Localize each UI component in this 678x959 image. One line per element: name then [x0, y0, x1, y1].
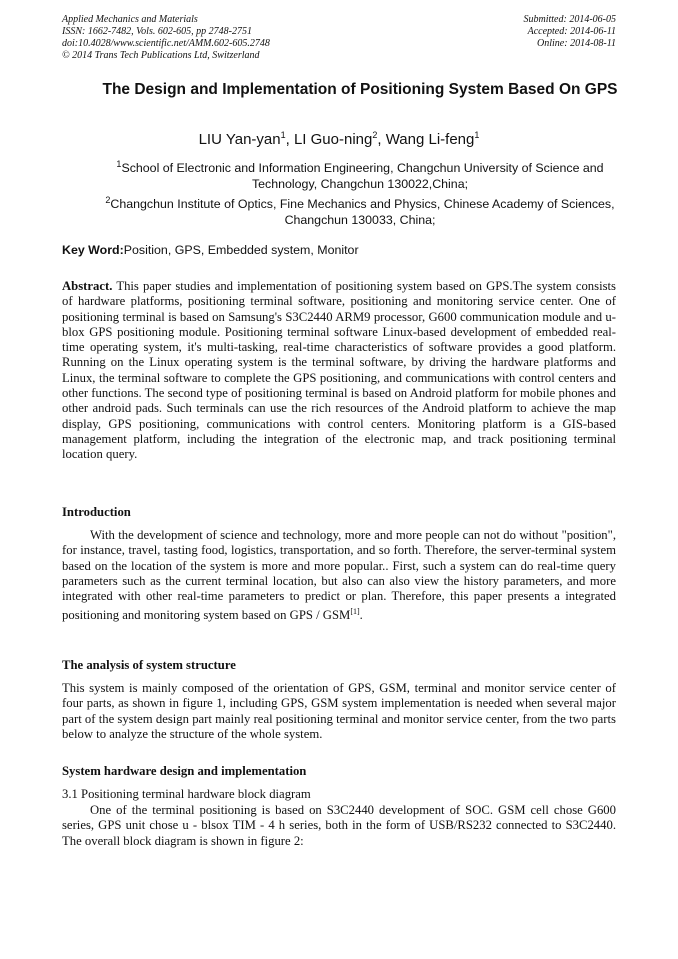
affiliation-2 [100, 192, 620, 228]
sentence-end: . [359, 608, 363, 623]
journal-doi: doi:10.4028/www.scientific.net/AMM.602-605.2748 [62, 38, 270, 49]
author-name: Wang Li-feng [385, 131, 475, 148]
journal-copyright: © 2014 Trans Tech Publications Ltd, Switzerland [62, 50, 260, 61]
keywords-text: Position, GPS, Embedded system, Monitor [123, 243, 359, 257]
submission-dates [524, 14, 617, 50]
introduction-text: With the development of science and technology, more and more people can not do without "position", for instance, travel, tasting food, logistics, transportation, and so forth. Therefore, the server-terminal system based on the location of the system is more and more popular.. First, such a system can do real-time query parameters such as the current terminal location, but also can also view the history parameters, and more integrated with other real-time parameters to predict or plan. Therefore, this paper presents a integrated positioning and monitoring system based on GPS / GSM [62, 528, 616, 623]
section-heading-structure: The analysis of system structure [62, 658, 236, 672]
affiliation-text: School of Electronic and Information Engineering, Changchun University of Science and Technology, Changchun 130022,China; [121, 161, 604, 192]
online-date: Online: 2014-08-11 [537, 38, 616, 49]
abstract [62, 279, 616, 463]
affiliation-mark: 1 [116, 159, 122, 169]
introduction-paragraph [62, 528, 616, 624]
author-list: LIU Yan-yan$^1$, LI Guo-ning$^2$, Wang Li-feng$^1$ [198, 130, 480, 148]
citation-ref: [1] [350, 607, 360, 617]
structure-paragraph: This system is mainly composed of the orientation of GPS, GSM, terminal and monitor service center of four parts, as shown in figure 1, including GPS, GSM system implementation is needed when several major part of the system design part mainly real positioning terminal and monitor service center, from the two parts below to analyze the structure of the whole system. [62, 681, 616, 741]
hardware-paragraph: One of the terminal positioning is based on S3C2440 development of SOC. GSM cell chose G600 series, GPS unit chose u - blsox TIM - 4 h series, both in the form of USB/RS232 connected to S3C2440. The overall block diagram is shown in figure 2: [62, 803, 616, 848]
keywords [62, 243, 616, 257]
author-affil-mark: 1 [280, 130, 286, 140]
keywords-label: Key Word: [62, 243, 124, 257]
section-heading-hardware: System hardware design and implementation [62, 764, 307, 778]
author-affil-mark: 1 [474, 130, 480, 140]
abstract-text: This paper studies and implementation of positioning system based on GPS.The system consists of hardware platforms, positioning terminal software, positioning and monitoring service center. One of positioning terminal is based on Samsung's S3C2440 ARM9 processor, G600 communication module and u-blox GPS positioning module. Positioning terminal software Linux-based development of embedded real-time operating system, it's multi-tasking, real-time characteristics of software provides a good platform. Running on the Linux operating system is the terminal software, by driving the hardware platforms and Linux, the terminal software to complete the GPS positioning, and communications with control centers and other functions. The second type of positioning terminal is based on Android platform for mobile phones and other android pads. Such terminals can use the rich resources of the Android platform to achieve the map display, GPS positioning, communications with control centers. Monitoring platform is a GIS-based management platform, including the integration of the electronic map, and track positioning terminal location query. [62, 279, 616, 462]
abstract-label: Abstract. [62, 279, 113, 293]
submitted-date: Submitted: 2014-06-05 [523, 14, 616, 25]
section-heading-introduction: Introduction [62, 505, 131, 519]
author-affil-mark: 2 [372, 130, 378, 140]
journal-name: Applied Mechanics and Materials [62, 14, 198, 25]
subsection-heading: 3.1 Positioning terminal hardware block diagram [62, 787, 311, 801]
paper-title: The Design and Implementation of Positioning System Based On GPS [102, 81, 618, 98]
accepted-date: Accepted: 2014-06-11 [527, 26, 616, 37]
journal-issn: ISSN: 1662-7482, Vols. 602-605, pp 2748-2751 [62, 26, 252, 37]
affiliation-1 [100, 156, 620, 192]
affiliation-mark: 2 [105, 195, 111, 205]
affiliation-text: Changchun Institute of Optics, Fine Mechanics and Physics, Chinese Academy of Sciences, Changchun 130033, China; [110, 197, 615, 228]
journal-info [62, 14, 270, 62]
author-name: LIU Yan-yan [198, 131, 281, 148]
author-name: LI Guo-ning [293, 131, 373, 148]
